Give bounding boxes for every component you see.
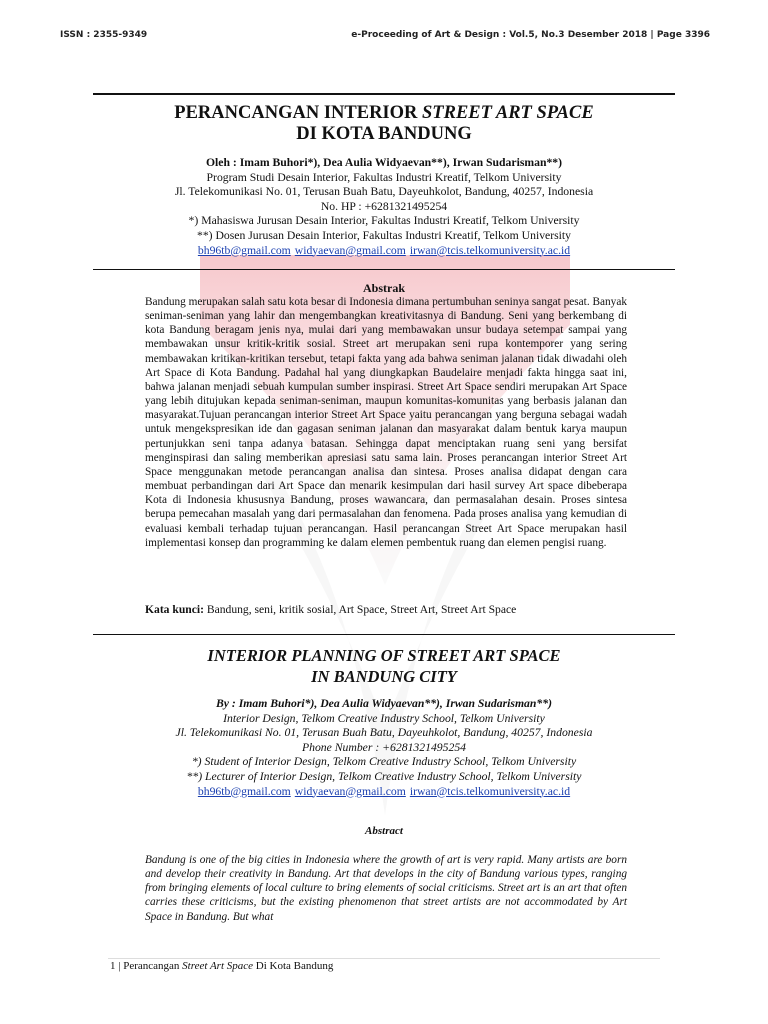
email-link[interactable]: irwan@tcis.telkomuniversity.ac.id [409, 784, 571, 798]
note1-id: *) Mahasiswa Jurusan Desain Interior, Fakultas Industri Kreatif, Telkom University [188, 214, 580, 228]
section-rule [93, 634, 675, 635]
phone-en: Phone Number : +6281321495254 [301, 740, 467, 754]
page-footer [110, 960, 333, 972]
issn-label: ISSN : 2355-9349 [60, 30, 148, 40]
section-rule [93, 269, 675, 270]
footer-text-before: Perancangan [123, 960, 183, 972]
authors-id: Oleh : Imam Buhori*), Dea Aulia Widyaevan**), Irwan Sudarisman**) [205, 156, 563, 169]
keywords-label: Kata kunci: [145, 603, 204, 616]
title-normal: PERANCANGAN INTERIOR [174, 103, 423, 123]
program-id: Program Studi Desain Interior, Fakultas Industri Kreatif, Telkom University [206, 170, 562, 184]
email-link[interactable]: widyaevan@gmail.com [294, 784, 406, 798]
title-en-line2: IN BANDUNG CITY [311, 666, 457, 686]
page-number: 1 | [110, 960, 124, 972]
address-en: Jl. Telekomunikasi No. 01, Terusan Buah Batu, Dayeuhkolot, Bandung, 40257, Indonesia [175, 726, 593, 740]
phone-id: No. HP : +6281321495254 [320, 199, 448, 213]
email-link[interactable]: irwan@tcis.telkomuniversity.ac.id [409, 243, 571, 257]
address-id: Jl. Telekomunikasi No. 01, Terusan Buah Batu, Dayeuhkolot, Bandung, 40257, Indonesia [174, 185, 594, 199]
paper-title-en [93, 646, 675, 687]
email-link[interactable]: bh96tb@gmail.com [197, 784, 291, 798]
author-block-en [93, 697, 675, 799]
abstract-heading-id: Abstrak [362, 281, 405, 295]
keywords-text: Bandung, seni, kritik sosial, Art Space, Street Art, Street Art Space [203, 603, 517, 616]
note2-id: **) Dosen Jurusan Desain Interior, Fakultas Industri Kreatif, Telkom University [196, 228, 572, 242]
author-block-id [93, 156, 675, 258]
top-rule [93, 93, 675, 95]
note2-en: **) Lecturer of Interior Design, Telkom Creative Industry School, Telkom University [186, 769, 582, 783]
title-italic: STREET ART SPACE [422, 103, 594, 123]
title-en-line1: INTERIOR PLANNING OF STREET ART SPACE [207, 646, 561, 665]
email-link[interactable]: widyaevan@gmail.com [294, 243, 406, 257]
emails-en [93, 785, 675, 800]
program-en: Interior Design, Telkom Creative Industry School, Telkom University [223, 711, 545, 725]
footer-text-italic: Street Art Space [182, 960, 254, 972]
footer-rule [108, 958, 660, 959]
abstract-heading-en: Abstract [365, 825, 403, 837]
proceeding-label: e-Proceeding of Art & Design : Vol.5, No.3 Desember 2018 | Page 3396 [351, 30, 710, 40]
title-line2: DI KOTA BANDUNG [296, 124, 472, 144]
abstract-body-en: Bandung is one of the big cities in Indonesia where the growth of art is very rapid. Many artists are born and develop their creativity in Bandung. Art that develops in the city of Bandung various types, ranging from bringing elements of local culture to bring elements of social criticisms. Street art is an art that often carries these criticisms, but the existing phenomenon that street artists are not accommodated by Art Space in Bandung. But what [145, 854, 627, 923]
email-link[interactable]: bh96tb@gmail.com [197, 243, 291, 257]
keywords-line [145, 603, 627, 616]
note1-en: *) Student of Interior Design, Telkom Creative Industry School, Telkom University [191, 755, 577, 769]
footer-text-after: Di Kota Bandung [253, 960, 334, 972]
abstract-body-id: Bandung merupakan salah satu kota besar di Indonesia dimana pertumbuhan seninya sangat pesat. Banyak seniman-seniman yang lahir dan mengembangkan kreativitasnya di Bandung. Seni yang berkembang di kota Bandung beragam jenis nya, mulai dari yang membawakan unsur budaya setempat sampai yang membawakan unsur kritik-kritik sosial. Street art merupakan seni rupa kontemporer yang sering membawakan kritikan-kritikan tersebut, tetapi fakta yang ada bahwa seniman jalanan tidak diwadahi oleh Art Space di Kota Bandung. Padahal hal yang diungkapkan Baudelaire menjadi fakta hingga saat ini, bahwa jalanan menjadi sebuah kumpulan sumber inspirasi. Street Art Space sendiri merupakan Art Space yang lebih ditujukan kepada seniman-seniman, maupun komunitas-komunitas yang berbasis jalanan dan masyarakat.Tujuan perancangan interior Street Art Space yaitu perancangan yang berguna sebagai wadah untuk mengekspresikan ide dan gagasan seniman jalanan dan masyarakat dalam bentuk karya maupun pertunjukkan seni tanpa adanya batasan. Sehingga dapat menciptakan ruang seni yang bersifat menginspirasi dan saling memberikan apresiasi satu sama lain. Proses perancangan interior Street Art Space menggunakan metode perancangan analisa dan sintesa. Proses analisa didapat dengan cara membuat perbandingan dari Art Space dan menarik kesimpulan dari hasil survey Art space dibeberapa Kota di Indonesia khususnya Bandung, proses wawancara, dan permasalahan desain. Proses sintesa berupa pemecahan masalah yang dari permasalahan dan fenomena. Pada proses analisa yang kemudian di evaluasi kembali terhadap tujuan perancangan. Hasil perancangan Street Art Space merupakan hasil implementasi konsep dan programming ke dalam elemen pembentuk ruang dan elemen pengisi ruang. [145, 296, 627, 549]
paper-title-id [93, 103, 675, 145]
emails-id [93, 244, 675, 259]
authors-en: By : Imam Buhori*), Dea Aulia Widyaevan**), Irwan Sudarisman**) [216, 697, 552, 710]
